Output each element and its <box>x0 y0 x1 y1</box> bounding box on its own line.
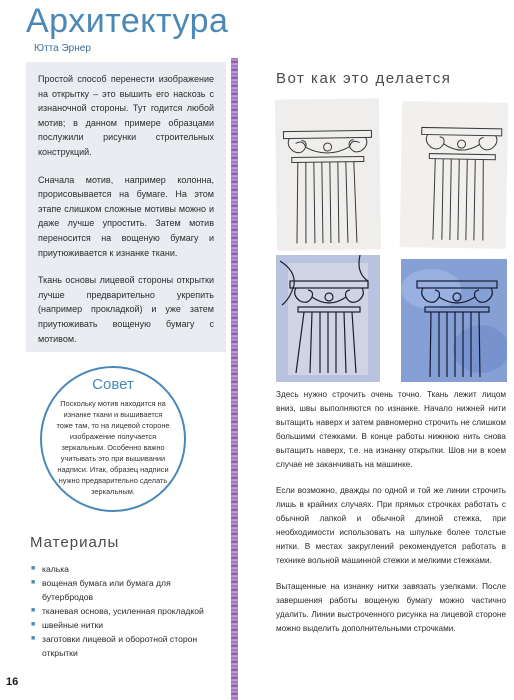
column-mirror-sketch-photo <box>400 101 509 249</box>
tip-circle <box>40 366 186 512</box>
materials-item: ■ заготовки лицевой и оборотной сторон открытки <box>30 632 220 660</box>
column-sketch-illustration <box>275 98 381 250</box>
materials-item: ■ тканевая основа, усиленная прокладкой <box>30 604 220 618</box>
instructions-text <box>276 388 506 648</box>
tip-text: Поскольку мотив находится на изнанке ткани и вышивается тоже там, то на лицевой стороне изображение получается зеркальным. Особенно важно учитывать это при вышивании надписи. Итак, образец надписи нужно предварительно сделать зеркальным. <box>56 399 170 496</box>
intro-text <box>38 72 214 359</box>
materials-item: ■ вощеная бумага или бумага для бутербродов <box>30 576 220 604</box>
materials-item: ■ калька <box>30 562 220 576</box>
materials-item: ■ швейные нитки <box>30 618 220 632</box>
page-title: Архитектура <box>26 2 229 40</box>
intro-paragraph: Ткань основы лицевой стороны открытки лучше предварительно укрепить (например прокладкой) и уже затем приутюживать вощеную бумагу с мотивом. <box>38 275 214 344</box>
column-sketch-photo <box>275 98 381 250</box>
instructions-paragraph: Здесь нужно строчить очень точно. Ткань лежит лицом вниз, швы выполняются по изнанке. Начало нижней нити вытащить наверх и затем равномерно строчить не слишком большими стежками. В конце работы нижнюю нить снова вытащить наверх, т.е. на изнанку открытки. Шов ни в коем случае не заканчивать на машинке. <box>276 390 506 469</box>
column-finished-illustration <box>401 259 507 382</box>
decorative-divider <box>231 58 238 700</box>
intro-paragraph: Простой способ перенести изображение на открытку – это вышить его наскозь с изнаночной стороны. Тут годится любой мотив; в данном примере образцами послужили рисунки строительных конструкций. <box>38 74 214 157</box>
instructions-paragraph: Если возможно, дважды по одной и той же линии строчить лишь в крайних случаях. При прямых строчках работать с обычной лапкой и обычной длиной стежка, при необходимости использовать на шпульке более толстые нитки. В местах закруглений рекомендуется работать в технике вольной машинной стежки и мелкими стежками. <box>276 486 506 565</box>
column-mirror-illustration <box>400 101 509 249</box>
how-to-heading: Вот как это делается <box>276 70 452 87</box>
column-finished-photo <box>401 259 507 382</box>
materials-heading: Материалы <box>30 534 120 551</box>
materials-list <box>30 562 220 660</box>
column-stitched-photo <box>276 255 380 382</box>
tip-title: Совет <box>92 376 134 393</box>
column-stitched-illustration <box>276 255 380 382</box>
instructions-paragraph: Вытащенные на изнанку нитки завязать узелками. После завершения работы вощеную бумагу можно частично удалить. Линии выстроченного рисунка на лицевой стороне можно выделить дополнительными строчками. <box>276 582 506 633</box>
intro-paragraph: Сначала мотив, например колонна, прорисовывается на бумаге. На этом этапе слишком сложные мотивы можно и даже лучше упростить. Затем мотив переносится на вощеную бумагу и приутюживается к изнанке ткани. <box>38 174 214 258</box>
page-number: 16 <box>6 676 19 688</box>
author-name: Ютта Эрнер <box>34 43 91 54</box>
